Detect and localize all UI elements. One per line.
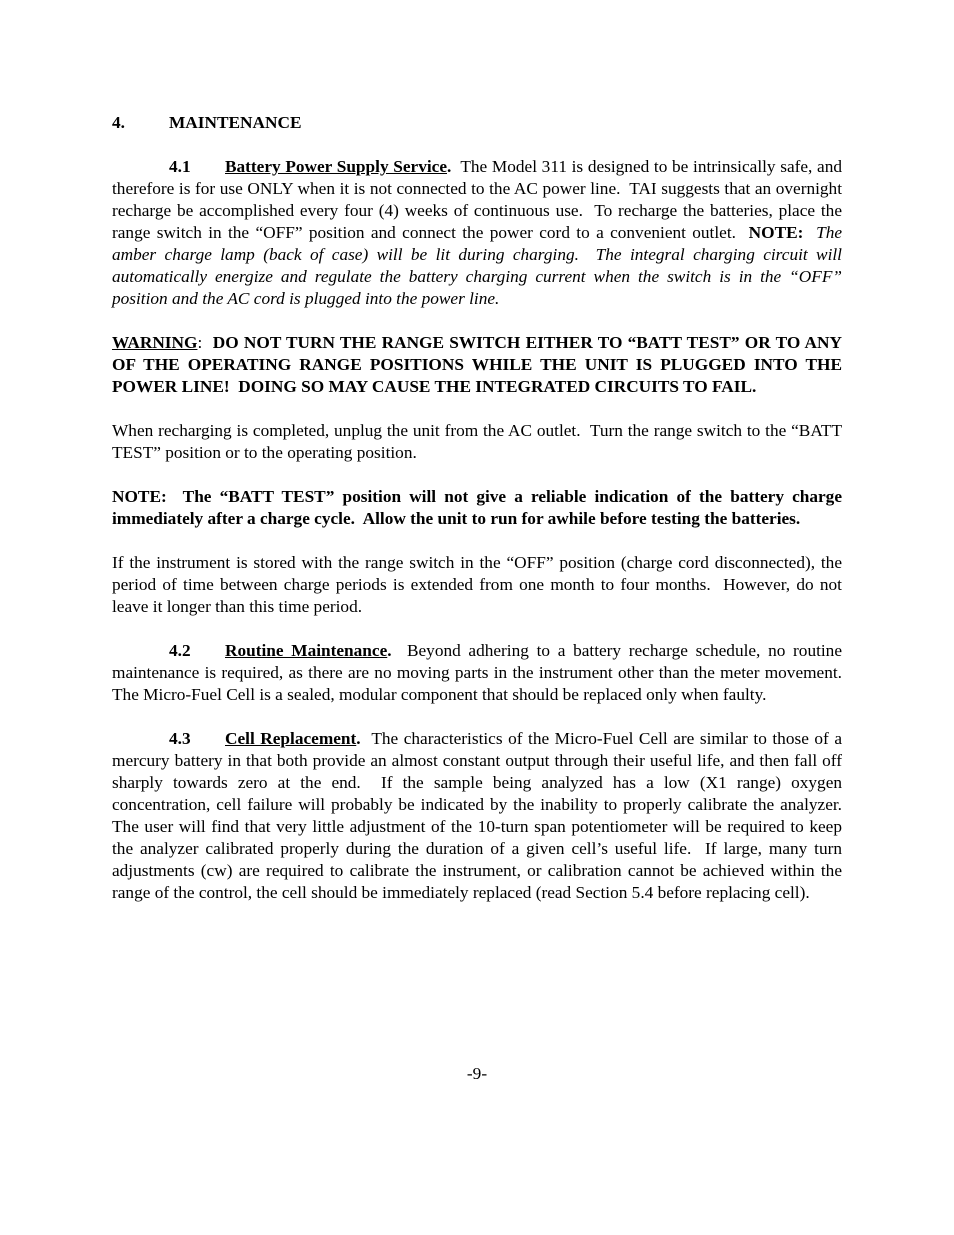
subsection-number-4-2: 4.2 [169, 641, 191, 660]
subsection-title-period-4-1: . [447, 157, 452, 176]
subsection-title-period-4-2: . [387, 641, 392, 660]
subsection-title-4-2: Routine Maintenance [225, 641, 388, 660]
subsection-number-4-3: 4.3 [169, 729, 191, 748]
page-number: -9- [466, 1064, 488, 1083]
subsection-title-4-3: Cell Replacement [225, 729, 357, 748]
storage-paragraph: If the instrument is stored with the range switch in the “OFF” position (charge cord disconnected), the period of time between charge periods is extended from one month to four months. However, do not leave it longer than this time period. [112, 553, 847, 616]
subsection-title-4-1: Battery Power Supply Service [225, 157, 447, 176]
paragraph-4-2-body: Beyond adhering to a battery recharge schedule, no routine maintenance is required, as there are no moving parts in the instrument other than the meter movement. The Micro-Fuel Cell is a sealed, modular component that should be replaced only when faulty. [112, 641, 851, 704]
note-label: NOTE: [748, 223, 804, 242]
warning-colon: : [197, 333, 203, 352]
batt-test-note-paragraph: NOTE: The “BATT TEST” position will not give a reliable indication of the battery charge immediately after a charge cycle. Allow the unit to run for awhile before testing the batteries. [112, 487, 847, 528]
section-number: 4. [112, 113, 125, 132]
paragraph-4-3-body: The characteristics of the Micro-Fuel Cell are similar to those of a mercury battery in that both provide an almost constant output through their useful life, and then fall off sharply towards zero at the end. If the sample being analyzed has a low (X1 range) oxygen concentration, cell failure will probably be indicated by the inability to properly calibrate the analyzer. The user will find that very little adjustment of the 10-turn span potentiometer will be required to keep the analyzer calibrated properly during the duration of a given cell’s useful life. If large, many turn adjustments (cw) are required to calibrate the instrument, or calibration cannot be achieved within the range of the control, the cell should be immediately replaced (read Section 5.4 before replacing cell). [112, 729, 851, 902]
paragraph-4-3 [112, 728, 851, 904]
warning-paragraph [112, 332, 847, 398]
note-text: The amber charge lamp (back of case) will be lit during charging. The integral charging circuit will automatically energize and regulate the battery charging current when the switch is in the “OFF” position and the AC cord is plugged into the power line. [112, 223, 847, 308]
recharge-complete-paragraph: When recharging is completed, unplug the unit from the AC outlet. Turn the range switch to the “BATT TEST” position or to the operating position. [112, 421, 847, 462]
warning-text: DO NOT TURN THE RANGE SWITCH EITHER TO “BATT TEST” OR TO ANY OF THE OPERATING RANGE POSITIONS WHILE THE UNIT IS PLUGGED INTO THE POWER LINE! DOING SO MAY CAUSE THE INTEGRATED CIRCUITS TO FAIL. [112, 333, 847, 396]
paragraph-4-1-body: The Model 311 is designed to be intrinsically safe, and therefore is for use ONLY when it is not connected to the AC power line. TAI suggests that an overnight recharge be accomplished every four (4) weeks of continuous use. To recharge the batteries, place the range switch in the “OFF” position and connect the power cord to a convenient outlet. [112, 157, 847, 242]
section-heading [112, 112, 842, 134]
document-page [112, 112, 851, 926]
subsection-number-4-1: 4.1 [169, 157, 191, 176]
warning-label: WARNING [112, 333, 198, 352]
subsection-title-period-4-3: . [356, 729, 361, 748]
paragraph-4-2 [112, 640, 851, 706]
section-title: MAINTENANCE [169, 113, 302, 132]
paragraph-4-1 [112, 156, 847, 310]
